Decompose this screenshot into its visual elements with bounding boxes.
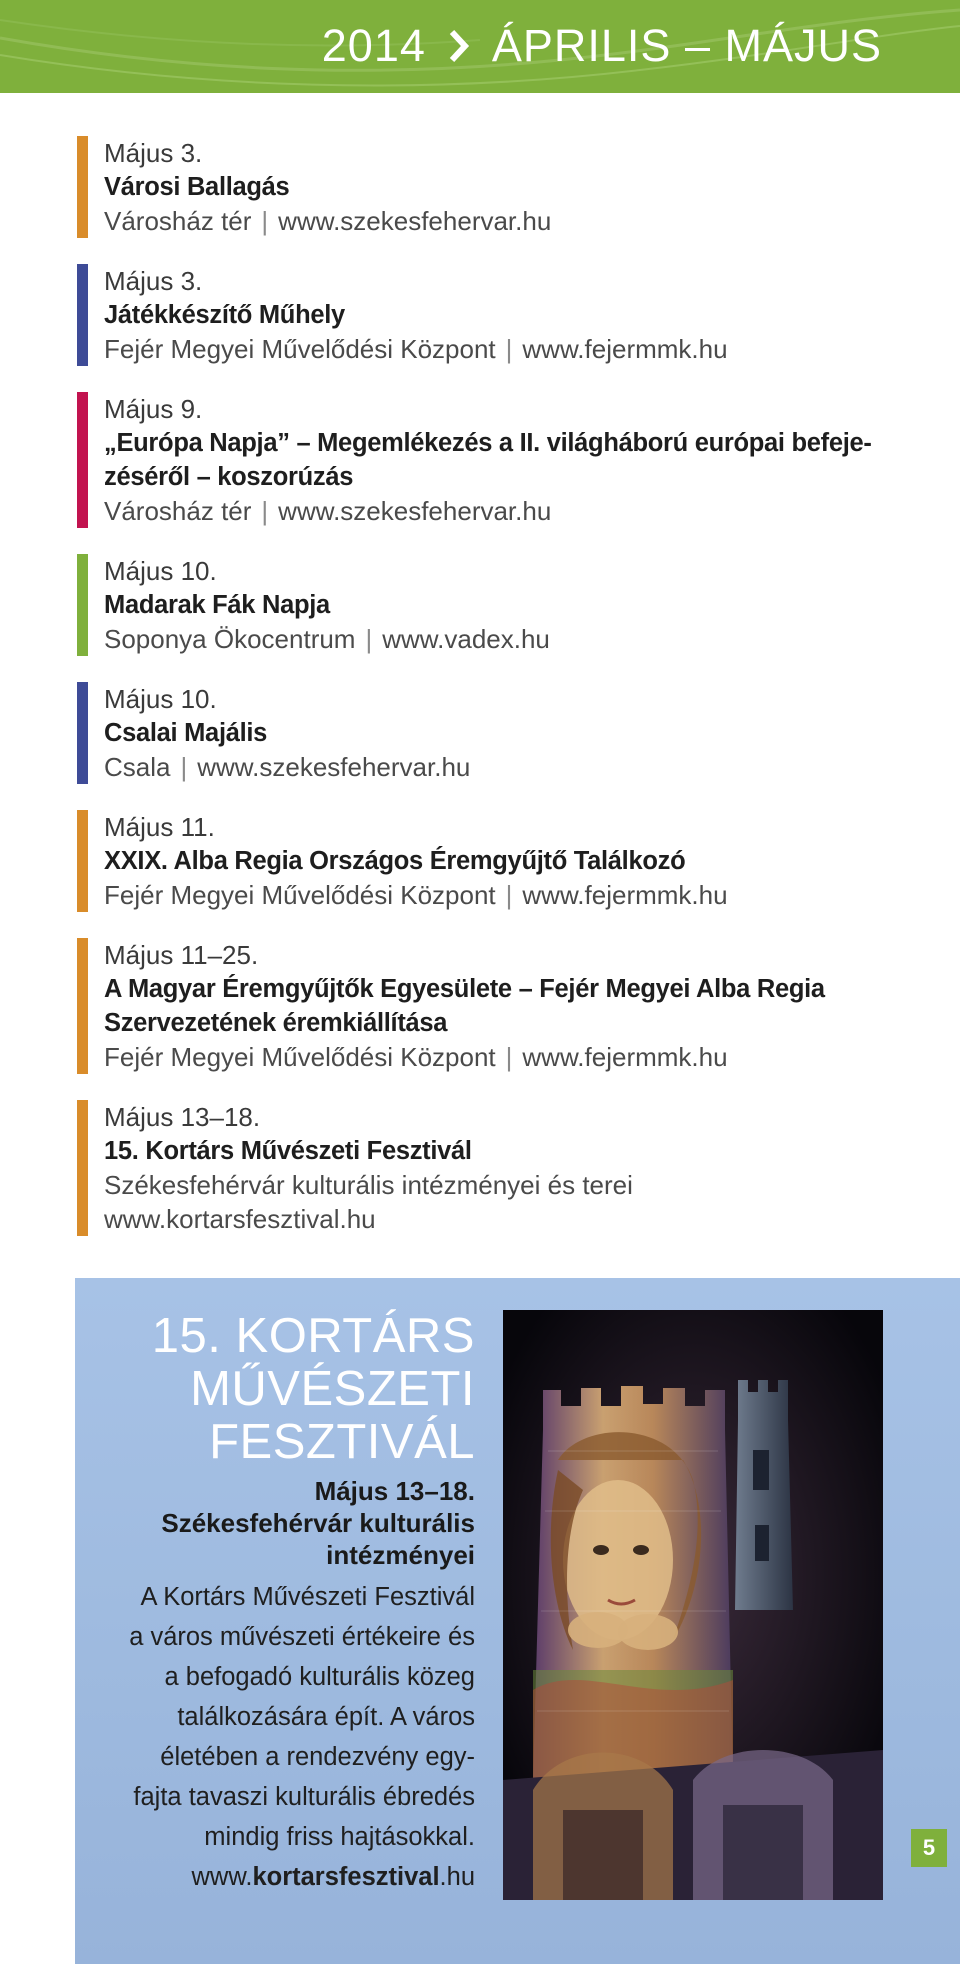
event-list bbox=[74, 136, 894, 1262]
event-location: Székesfehérvár kulturális intézményei és terei bbox=[104, 1170, 633, 1200]
page-header bbox=[0, 0, 960, 93]
feature-description-line: a város művészeti értékeire és bbox=[129, 1623, 475, 1651]
feature-subtitle-line: Május 13–18. bbox=[314, 1476, 475, 1506]
event-color-bar bbox=[77, 1100, 88, 1236]
event-title: 15. Kortárs Művészeti Fesztivál bbox=[104, 1137, 472, 1165]
feature-description-line: a befogadó kulturális közeg bbox=[164, 1663, 475, 1691]
event-color-bar bbox=[77, 938, 88, 1074]
event-url-link[interactable]: www.fejermmk.hu bbox=[522, 334, 728, 364]
event-date: Május 3. bbox=[104, 266, 203, 296]
event-date: Május 10. bbox=[104, 684, 217, 714]
event-title: Játékkészítő Műhely bbox=[104, 301, 345, 329]
event-color-bar bbox=[77, 682, 88, 784]
event-location-line bbox=[104, 622, 894, 656]
event-item bbox=[74, 392, 894, 528]
event-url-link[interactable]: www.vadex.hu bbox=[382, 624, 550, 654]
event-location: Fejér Megyei Művelődési Központ bbox=[104, 334, 496, 364]
header-year: 2014 bbox=[321, 20, 426, 71]
separator-pipe: | bbox=[505, 1042, 513, 1072]
festival-photo bbox=[503, 1310, 883, 1900]
event-location: Városház tér bbox=[104, 206, 252, 236]
separator-pipe: | bbox=[261, 496, 269, 526]
header-title bbox=[322, 20, 882, 72]
separator-pipe: | bbox=[365, 624, 373, 654]
event-location: Csala bbox=[104, 752, 171, 782]
feature-description-line: életében a rendezvény egy- bbox=[160, 1743, 475, 1771]
event-title: „Európa Napja” – Megemlékezés a II. világháború európai befeje- bbox=[104, 429, 872, 457]
event-url-link[interactable]: www.szekesfehervar.hu bbox=[278, 496, 552, 526]
event-item bbox=[74, 938, 894, 1074]
event-date: Május 9. bbox=[104, 394, 203, 424]
feature-subtitle-line: intézményei bbox=[326, 1540, 475, 1570]
event-url-link[interactable]: www.szekesfehervar.hu bbox=[197, 752, 471, 782]
event-color-bar bbox=[77, 810, 88, 912]
event-url-link[interactable]: www.kortarsfesztival.hu bbox=[104, 1204, 376, 1234]
event-date: Május 13–18. bbox=[104, 1102, 261, 1132]
feature-subtitle-line: Székesfehérvár kulturális bbox=[161, 1508, 475, 1538]
separator-pipe: | bbox=[180, 752, 188, 782]
event-title: zéséről – koszorúzás bbox=[104, 463, 354, 491]
feature-title-line: FESZTIVÁL bbox=[209, 1415, 475, 1469]
event-location: Városház tér bbox=[104, 496, 252, 526]
feature-description-line: mindig friss hajtásokkal. bbox=[204, 1823, 475, 1851]
feature-description-line: A Kortárs Művészeti Fesztivál bbox=[140, 1583, 475, 1611]
event-item bbox=[74, 810, 894, 912]
event-location-line bbox=[104, 332, 894, 366]
event-color-bar bbox=[77, 554, 88, 656]
chevron-right-icon bbox=[448, 29, 470, 63]
page-number: 5 bbox=[911, 1829, 947, 1867]
event-date: Május 3. bbox=[104, 138, 203, 168]
event-item bbox=[74, 682, 894, 784]
event-item bbox=[74, 136, 894, 238]
event-title: Csalai Majális bbox=[104, 719, 268, 747]
event-title: XXIX. Alba Regia Országos Éremgyűjtő Találkozó bbox=[104, 847, 686, 875]
event-title: A Magyar Éremgyűjtők Egyesülete – Fejér Megyei Alba Regia bbox=[104, 975, 825, 1003]
event-color-bar bbox=[77, 136, 88, 238]
feature-url[interactable]: www.kortarsfesztival.hu bbox=[191, 1863, 475, 1891]
event-location: Soponya Ökocentrum bbox=[104, 624, 356, 654]
event-color-bar bbox=[77, 392, 88, 528]
event-url-link[interactable]: www.fejermmk.hu bbox=[522, 880, 728, 910]
event-date: Május 11. bbox=[104, 812, 215, 842]
feature-description-line: fajta tavaszi kulturális ébredés bbox=[133, 1783, 475, 1811]
event-item bbox=[74, 554, 894, 656]
event-url-link[interactable]: www.szekesfehervar.hu bbox=[278, 206, 552, 236]
event-url-link[interactable]: www.fejermmk.hu bbox=[522, 1042, 728, 1072]
feature-description bbox=[95, 1577, 475, 1897]
event-color-bar bbox=[77, 264, 88, 366]
separator-pipe: | bbox=[505, 334, 513, 364]
event-location-line bbox=[104, 878, 894, 912]
header-period: ÁPRILIS – MÁJUS bbox=[491, 20, 882, 71]
event-location-line bbox=[104, 1168, 894, 1202]
separator-pipe: | bbox=[261, 206, 269, 236]
event-date: Május 11–25. bbox=[104, 940, 259, 970]
event-item bbox=[74, 1100, 894, 1236]
event-location-line bbox=[104, 1040, 894, 1074]
feature-subtitle bbox=[95, 1475, 475, 1571]
event-location: Fejér Megyei Művelődési Központ bbox=[104, 1042, 496, 1072]
separator-pipe: | bbox=[505, 880, 513, 910]
feature-text bbox=[95, 1310, 475, 1897]
event-location-line bbox=[104, 204, 894, 238]
feature-title bbox=[95, 1310, 475, 1469]
feature-description-line: találkozására épít. A város bbox=[177, 1703, 475, 1731]
event-item bbox=[74, 264, 894, 366]
event-date: Május 10. bbox=[104, 556, 217, 586]
event-title: Szervezetének éremkiállítása bbox=[104, 1009, 448, 1037]
feature-title-line: MŰVÉSZETI bbox=[190, 1362, 475, 1416]
event-title: Madarak Fák Napja bbox=[104, 591, 330, 619]
event-location: Fejér Megyei Művelődési Központ bbox=[104, 880, 496, 910]
event-location-line bbox=[104, 750, 894, 784]
event-location-line bbox=[104, 494, 894, 528]
event-title: Városi Ballagás bbox=[104, 173, 290, 201]
illuminated-tower-image bbox=[503, 1310, 883, 1900]
feature-title-line: 15. KORTÁRS bbox=[151, 1309, 475, 1363]
